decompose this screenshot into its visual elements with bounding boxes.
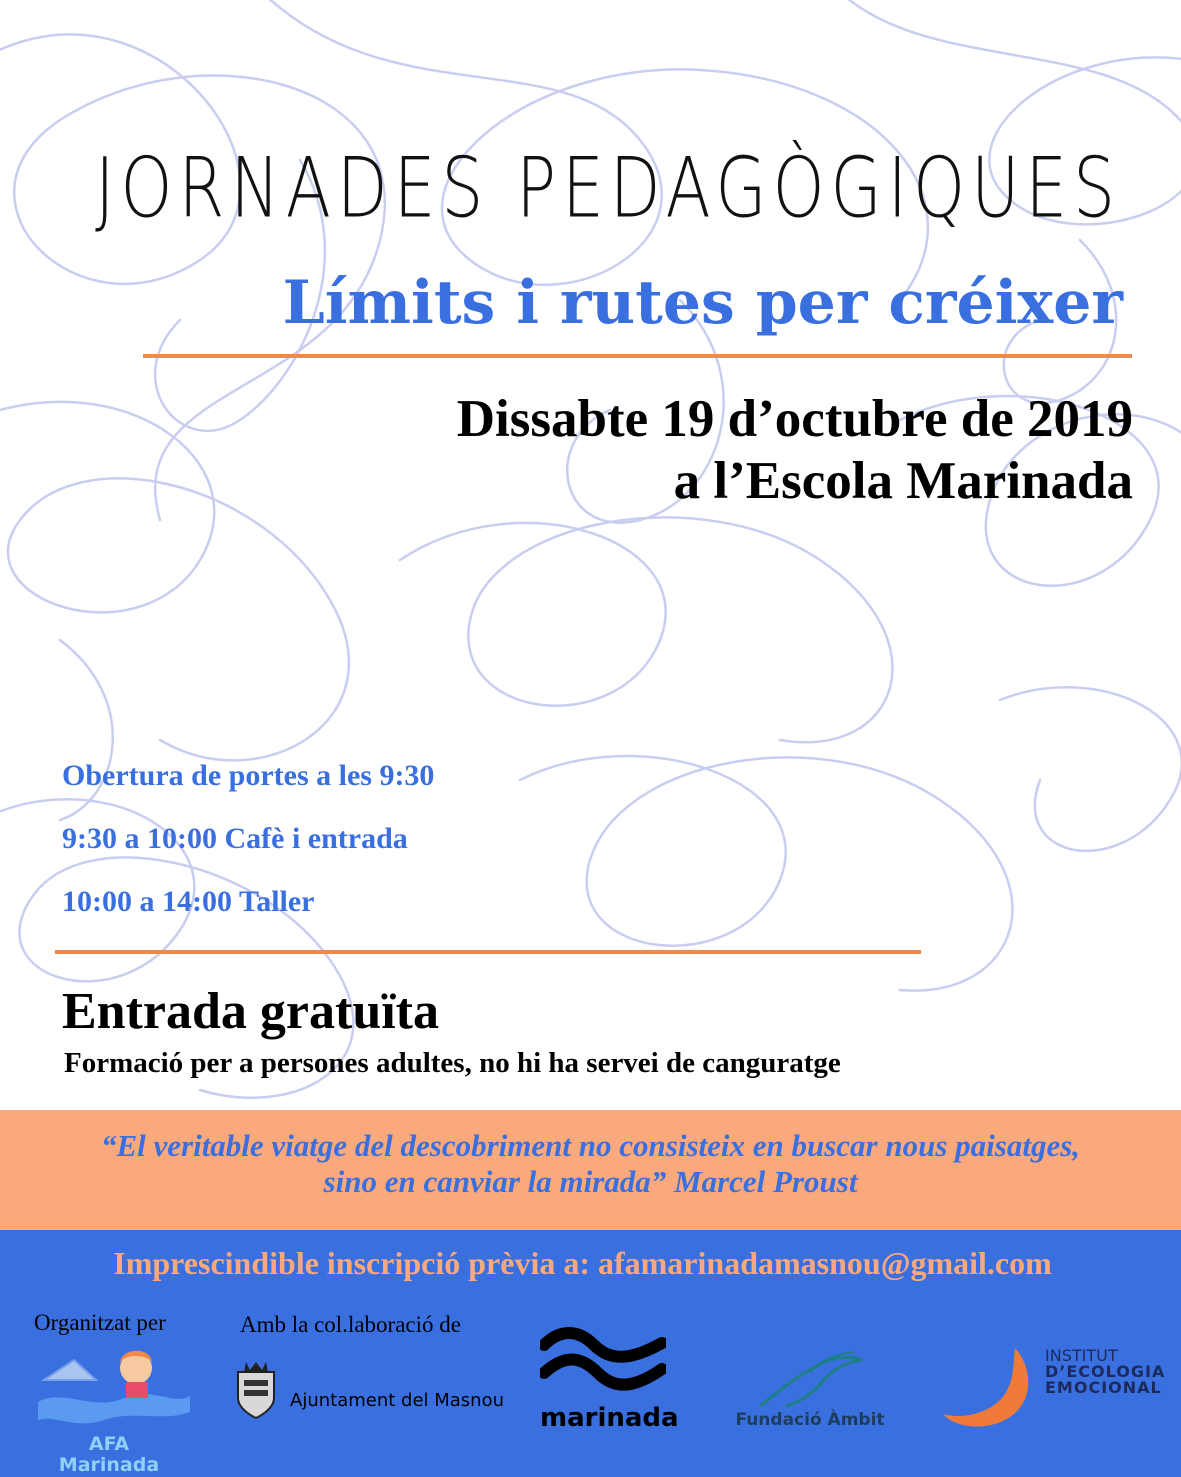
quote xyxy=(0,1128,1181,1200)
event-details xyxy=(457,388,1133,512)
event-title: Límits i rutes per créixer xyxy=(282,268,1123,338)
top-divider xyxy=(143,354,1132,358)
afa-boat-icon xyxy=(34,1340,194,1430)
registration-notice[interactable]: Imprescindible inscripció prèvia a: afamarinadamasnou@gmail.com xyxy=(113,1245,1052,1281)
schedule-list xyxy=(62,755,434,944)
event-place: a l’Escola Marinada xyxy=(673,452,1133,510)
brushstroke-icon xyxy=(935,1340,1045,1436)
quote-line-1: “El veritable viatge del descobriment no consisteix en buscar nous paisatges, xyxy=(100,1128,1081,1163)
entry-note: Formació per a persones adultes, no hi ha servei de canguratge xyxy=(64,1047,841,1079)
ajuntament-logo xyxy=(232,1358,512,1428)
schedule-item: 9:30 a 10:00 Cafè i entrada xyxy=(62,822,408,855)
marinada-wave-icon xyxy=(540,1325,666,1399)
afa-logo-line-2: Marinada xyxy=(58,1454,160,1476)
schedule-item: 10:00 a 14:00 Taller xyxy=(62,885,315,918)
collaboration-label: Amb la col.laboració de xyxy=(240,1312,461,1337)
entry-title: Entrada gratuïta xyxy=(62,983,439,1040)
event-date: Dissabte 19 d’octubre de 2019 xyxy=(456,390,1133,448)
institut-logo-line-3: EMOCIONAL xyxy=(1045,1378,1162,1397)
bird-icon xyxy=(750,1350,870,1410)
marinada-logo-text: marinada xyxy=(540,1403,679,1433)
afa-marinada-logo xyxy=(34,1340,194,1476)
event-kicker: JORNADES PEDAGÒGIQUES xyxy=(95,140,1121,237)
afa-logo-line-1: AFA xyxy=(88,1433,130,1455)
marinada-logo xyxy=(540,1325,679,1435)
schedule-item: Obertura de portes a les 9:30 xyxy=(62,759,435,792)
institut-logo-line-1: INSTITUT xyxy=(1045,1346,1118,1365)
institut-logo xyxy=(935,1340,1175,1440)
institut-logo-line-2: D’ECOLOGIA xyxy=(1045,1362,1166,1381)
ajuntament-logo-text: Ajuntament del Masnou xyxy=(290,1390,505,1411)
quote-line-2: sino en canviar la mirada” Marcel Proust xyxy=(323,1164,858,1199)
fundacio-logo-text: Fundació Àmbit xyxy=(735,1410,885,1430)
middle-divider xyxy=(55,950,921,954)
organized-by-label: Organitzat per xyxy=(34,1310,166,1335)
coat-of-arms-icon xyxy=(232,1358,280,1420)
fundacio-ambit-logo xyxy=(720,1350,910,1440)
